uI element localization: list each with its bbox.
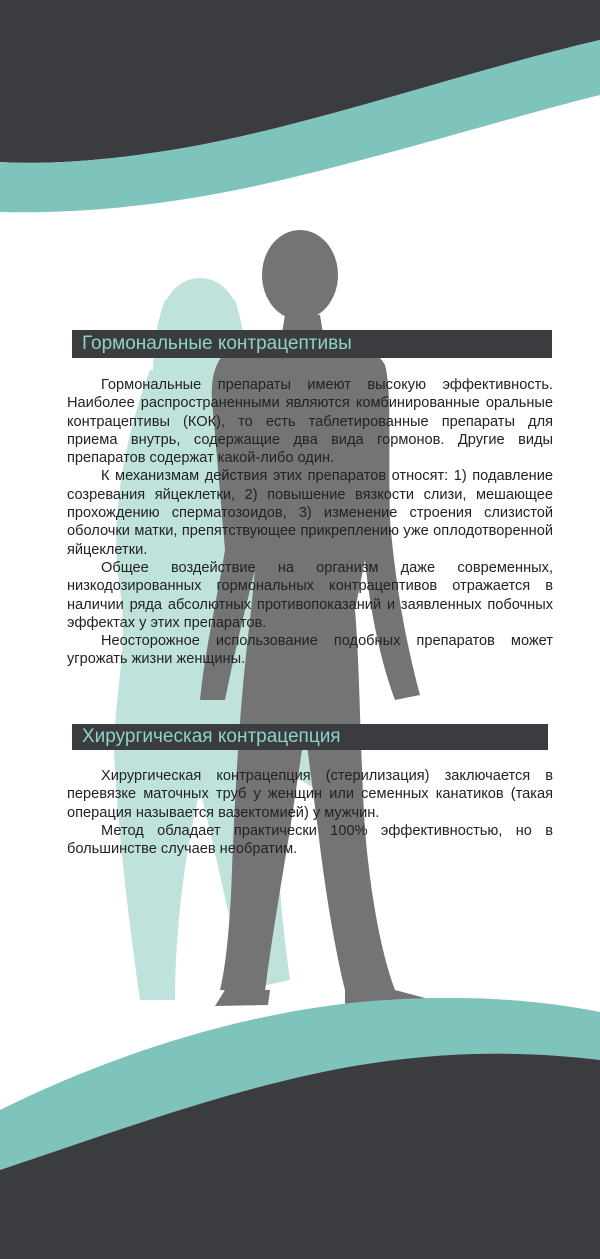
top-wave-decoration: [0, 0, 600, 230]
paragraph: Гормональные препараты имеют высокую эффективность. Наиболее распространенными являются комбинированные оральные контрацептивы (КОК), то есть таблетированные препараты для приема внутрь, содержащие два вида гормонов. Другие виды препаратов содержат какой-либо один.: [67, 377, 553, 467]
surgical-text-block: [67, 767, 553, 858]
paragraph: Хирургическая контрацепция (стерилизация) заключается в перевязке маточных труб у женщин или семенных канатиков (такая операция называется вазектомией) у мужчин.: [67, 768, 553, 821]
paragraph: К механизмам действия этих препаратов относят: 1) подавление созревания яйцеклетки, 2) повышение вязкости слизи, мешающее прохождению сперматозоидов, 3) изменение строения слизистой оболочки матки, препятствующее прикреплению уже оплодотворенной яйцеклетки.: [67, 468, 553, 558]
hormonal-text-block: [67, 376, 553, 669]
paragraph: Метод обладает практически 100% эффективностью, но в большинстве случаев необратим.: [67, 822, 553, 858]
bottom-wave-decoration: [0, 990, 600, 1259]
section-title-hormonal: Гормональные контрацептивы: [72, 330, 552, 358]
paragraph: Неосторожное использование подобных препаратов может угрожать жизни женщины.: [67, 633, 553, 668]
paragraph: Общее воздействие на организм даже современных, низкодозированных гормональных контрацептивов отражается в наличии ряда абсолютных противопоказаний и заявленных побочных эффектах у этих препаратов.: [67, 559, 553, 631]
section-title-surgical: Хирургическая контрацепция: [72, 724, 548, 750]
